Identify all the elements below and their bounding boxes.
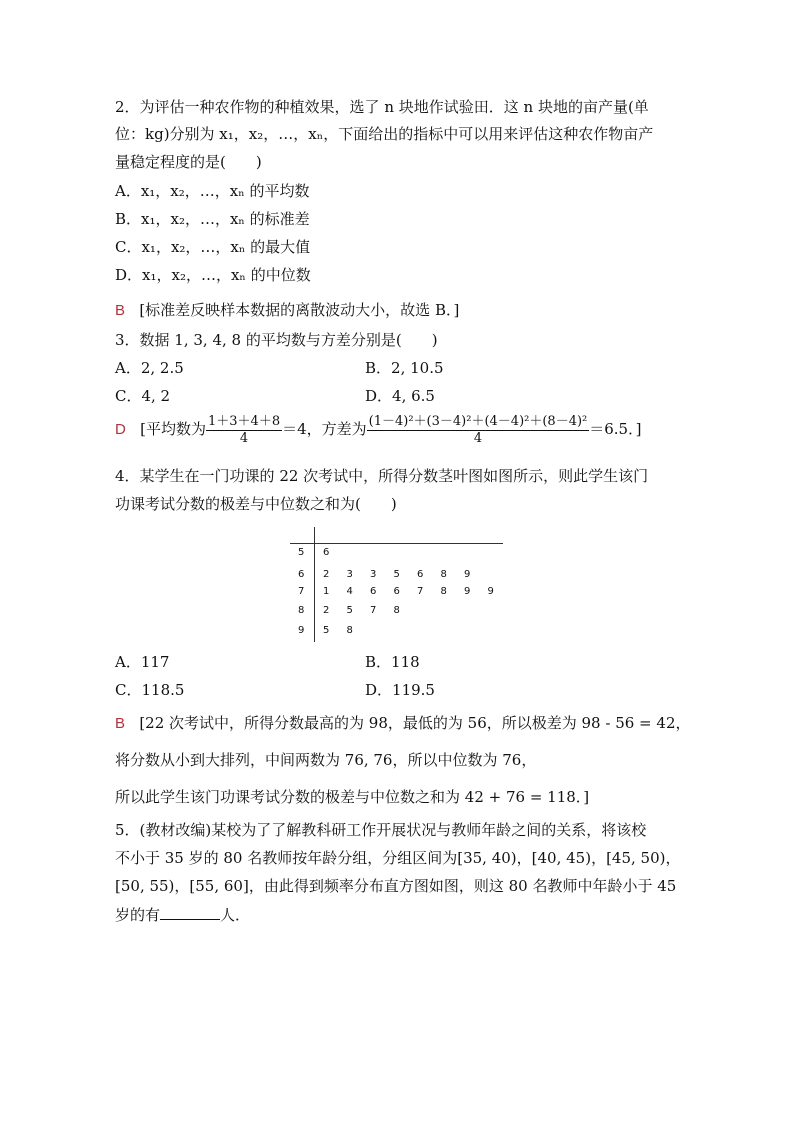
q4-answer-line1 xyxy=(115,713,691,734)
mean-numerator: 1＋3＋4＋8 xyxy=(208,413,281,429)
q5-stem-line2: 不小于 35 岁的 80 名教师按年龄分组，分组区间为[35, 40)，[40, 45)，[45, 50)， xyxy=(115,849,681,867)
stem-value: 9 xyxy=(298,625,305,636)
q5-line4-post: 人． xyxy=(220,906,251,924)
leaf-value: 2 xyxy=(323,569,330,580)
stem-and-leaf-plot xyxy=(290,527,505,645)
q2-answer-text: [标准差反映样本数据的离散波动大小，故选 B．] xyxy=(139,301,460,319)
q3-answer-letter: D xyxy=(115,421,126,438)
q4-stem-line2: 功课考试分数的极差与中位数之和为( ) xyxy=(115,495,397,513)
variance-fraction xyxy=(367,414,590,447)
q5-stem-line4 xyxy=(115,905,250,925)
leaf-value: 9 xyxy=(464,569,471,580)
leaf-value: 8 xyxy=(440,586,447,597)
leaf-value: 8 xyxy=(393,605,400,616)
leaf-value: 3 xyxy=(370,569,377,580)
q2-stem-line1: 2．为评估一种农作物的种植效果，选了 n 块地作试验田．这 n 块地的亩产量(单 xyxy=(115,98,649,116)
stem-value: 8 xyxy=(298,605,305,616)
q4-answer-line3: 所以此学生该门功课考试分数的极差与中位数之和为 42 + 76 = 118．] xyxy=(115,788,590,806)
leaf-value: 4 xyxy=(346,586,353,597)
leaf-value: 6 xyxy=(370,586,377,597)
stem-divider-horizontal xyxy=(290,543,503,544)
q2-stem-line3: 量稳定程度的是( ) xyxy=(115,153,262,171)
leaf-value: 7 xyxy=(417,586,424,597)
q2-option-d: D．x₁，x₂，…，xₙ 的中位数 xyxy=(115,266,311,284)
q3-answer-mid: ＝4，方差为 xyxy=(282,420,367,438)
q5-line4-pre: 岁的有 xyxy=(115,906,161,924)
leaf-value: 6 xyxy=(417,569,424,580)
q2-answer-letter: B xyxy=(115,302,126,319)
q5-stem-line1: 5．(教材改编)某校为了了解教科研工作开展状况与教师年龄之间的关系，将该校 xyxy=(115,821,647,839)
leaf-value: 9 xyxy=(464,586,471,597)
leaf-value: 1 xyxy=(323,586,330,597)
leaf-value: 8 xyxy=(346,625,353,636)
q2-stem-line2: 位：kg)分别为 x₁，x₂，…，xₙ，下面给出的指标中可以用来评估这种农作物亩产 xyxy=(115,125,654,143)
q3-stem: 3．数据 1, 3, 4, 8 的平均数与方差分别是( ) xyxy=(115,331,438,349)
q2-answer xyxy=(115,300,459,321)
q4-option-c: C．118.5 xyxy=(115,681,185,699)
q3-option-a: A．2, 2.5 xyxy=(115,359,184,377)
q3-answer xyxy=(115,412,641,447)
stem-value: 7 xyxy=(298,586,305,597)
q4-option-a: A．117 xyxy=(115,653,170,671)
q2-option-a: A．x₁，x₂，…，xₙ 的平均数 xyxy=(115,182,310,200)
q4-answer-letter: B xyxy=(115,715,126,732)
leaf-value: 5 xyxy=(323,625,330,636)
q3-option-c: C．4, 2 xyxy=(115,387,171,405)
answer-blank xyxy=(160,905,220,920)
q4-option-b: B．118 xyxy=(365,653,420,671)
leaf-value: 6 xyxy=(323,547,330,558)
leaf-value: 3 xyxy=(346,569,353,580)
q4-answer-text1: [22 次考试中，所得分数最高的为 98，最低的为 56，所以极差为 98 - 56 = 42， xyxy=(139,714,691,732)
leaf-value: 9 xyxy=(487,586,494,597)
variance-denominator: 4 xyxy=(473,430,483,446)
leaf-value: 6 xyxy=(393,586,400,597)
stem-value: 5 xyxy=(298,547,305,558)
leaf-value: 2 xyxy=(323,605,330,616)
q3-answer-suffix: ＝6.5．] xyxy=(589,420,642,438)
leaf-value: 8 xyxy=(440,569,447,580)
mean-fraction xyxy=(206,414,282,447)
q4-answer-line2: 将分数从小到大排列，中间两数为 76, 76，所以中位数为 76， xyxy=(115,751,537,769)
mean-denominator: 4 xyxy=(239,430,249,446)
leaf-value: 5 xyxy=(393,569,400,580)
q5-stem-line3: [50, 55)，[55, 60]，由此得到频率分布直方图如图，则这 80 名教师中年龄小于 45 xyxy=(115,877,677,895)
q3-option-b: B．2, 10.5 xyxy=(365,359,444,377)
q3-option-d: D．4, 6.5 xyxy=(365,387,435,405)
q4-option-d: D．119.5 xyxy=(365,681,435,699)
q3-answer-prefix: [平均数为 xyxy=(140,420,207,438)
leaf-value: 7 xyxy=(370,605,377,616)
q4-stem-line1: 4．某学生在一门功课的 22 次考试中，所得分数茎叶图如图所示，则此学生该门 xyxy=(115,467,649,485)
q2-option-c: C．x₁，x₂，…，xₙ 的最大值 xyxy=(115,238,311,256)
stem-value: 6 xyxy=(298,569,305,580)
leaf-value: 5 xyxy=(346,605,353,616)
q2-option-b: B．x₁，x₂，…，xₙ 的标准差 xyxy=(115,210,310,228)
stem-divider-vertical xyxy=(314,527,315,642)
variance-numerator: (1－4)²＋(3－4)²＋(4－4)²＋(8－4)² xyxy=(368,413,588,429)
